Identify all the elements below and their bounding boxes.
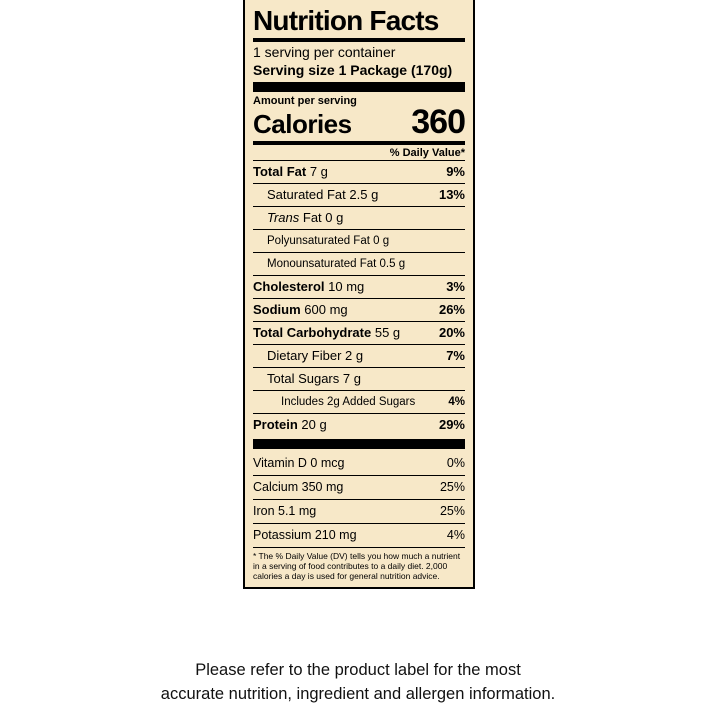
nutrient-label-monounsaturated-fat: Monounsaturated Fat (267, 258, 377, 270)
nutrient-name-protein (253, 417, 433, 433)
nutrient-dv-total-fat: 9% (446, 164, 465, 179)
nutrient-row-dietary-fiber (253, 344, 465, 367)
divider-thick-bottom (253, 439, 465, 449)
nutrient-amount-protein: 20 g (301, 417, 327, 432)
nutrient-label-protein: Protein (253, 417, 298, 432)
divider-under-title (253, 38, 465, 42)
nutrient-amount-trans-fat: Fat 0 g (302, 210, 344, 225)
nutrition-facts-label (243, 0, 475, 589)
vitamin-name-calcium: Calcium 350 mg (253, 480, 344, 494)
nutrient-dv-dietary-fiber: 7% (446, 348, 465, 363)
nutrient-label-cholesterol: Cholesterol (253, 279, 325, 294)
nutrient-dv-saturated-fat: 13% (438, 187, 465, 202)
nutrient-row-total-sugars (253, 367, 465, 390)
disclaimer-line-1: Please refer to the product label for the most (195, 661, 521, 679)
disclaimer-caption (0, 658, 716, 706)
nutrient-label-trans: Trans (267, 210, 300, 225)
serving-size: Serving size 1 Package (170g) (253, 62, 453, 78)
vitamin-dv-potassium: 4% (446, 528, 465, 542)
divider-thick-top (253, 82, 465, 92)
nutrient-row-total-carbohydrate (253, 321, 465, 344)
nutrient-name-cholesterol (253, 279, 440, 295)
vitamin-name-potassium: Potassium 210 mg (253, 528, 357, 542)
nutrient-name-total-carbohydrate (253, 325, 433, 341)
nutrient-amount-dietary-fiber: 2 g (345, 348, 364, 363)
vitamin-row-calcium (253, 475, 465, 499)
servings-per-container: 1 serving per container (253, 44, 396, 60)
nutrient-name-polyunsaturated-fat (267, 233, 459, 249)
nutrient-name-trans-fat (267, 210, 459, 226)
nutrient-amount-total-sugars: 7 g (342, 371, 361, 386)
nutrient-row-added-sugars (253, 390, 465, 413)
vitamin-row-vitamin-d (253, 452, 465, 475)
nutrient-dv-added-sugars: 4% (448, 396, 465, 408)
nutrient-dv-cholesterol: 3% (446, 279, 465, 294)
amount-per-serving-label: Amount per serving (253, 95, 357, 107)
daily-value-footnote: * The % Daily Value (DV) tells you how much a nutrient in a serving of food contributes to a daily diet. 2,000 calories a day is used for general nutrition advice. (253, 547, 465, 581)
nutrient-row-saturated-fat (253, 183, 465, 206)
nutrient-label-total-fat: Total Fat (253, 164, 307, 179)
nutrient-row-polyunsaturated-fat (253, 229, 465, 252)
disclaimer-line-2: accurate nutrition, ingredient and allergen information. (160, 685, 556, 703)
nutrient-dv-protein: 29% (438, 417, 465, 432)
divider-under-calories (253, 141, 465, 145)
nutrient-row-cholesterol (253, 275, 465, 298)
nutrient-label-total-carbohydrate: Total Carbohydrate (253, 325, 372, 340)
nutrient-row-trans-fat (253, 206, 465, 229)
nutrient-label-total-sugars: Total Sugars (267, 371, 340, 386)
nutrient-dv-total-carbohydrate: 20% (438, 325, 465, 340)
nutrient-amount-monounsaturated-fat: 0.5 g (379, 258, 406, 270)
nutrient-amount-cholesterol: 10 mg (328, 279, 365, 294)
nutrient-name-total-sugars (267, 371, 459, 387)
nutrient-row-sodium (253, 298, 465, 321)
daily-value-header: % Daily Value* (389, 147, 465, 159)
nutrient-name-monounsaturated-fat (267, 256, 459, 272)
vitamin-dv-iron: 25% (439, 504, 465, 518)
nutrient-name-saturated-fat (267, 187, 433, 203)
nutrient-label-saturated-fat: Saturated Fat (267, 187, 346, 202)
nutrient-label-polyunsaturated-fat: Polyunsaturated Fat (267, 235, 370, 247)
nutrient-amount-total-fat: 7 g (309, 164, 328, 179)
vitamin-row-iron (253, 499, 465, 523)
nutrient-row-monounsaturated-fat (253, 252, 465, 275)
nutrient-amount-saturated-fat: 2.5 g (349, 187, 379, 202)
nutrient-amount-sodium: 600 mg (304, 302, 348, 317)
nutrient-label-dietary-fiber: Dietary Fiber (267, 348, 342, 363)
nutrient-row-protein (253, 413, 465, 436)
vitamin-dv-calcium: 25% (439, 480, 465, 494)
nutrient-label-sodium: Sodium (253, 302, 301, 317)
nutrient-dv-sodium: 26% (438, 302, 465, 317)
calories-row (253, 105, 465, 139)
nutrient-name-total-fat (253, 164, 440, 180)
vitamin-row-potassium (253, 523, 465, 547)
nutrient-amount-polyunsaturated-fat: 0 g (373, 235, 390, 247)
calories-value: 360 (411, 103, 465, 141)
vitamin-dv-vitamin-d: 0% (446, 456, 465, 470)
label-title: Nutrition Facts (253, 5, 439, 36)
nutrient-name-sodium (253, 302, 433, 318)
nutrient-name-dietary-fiber (267, 348, 440, 364)
nutrient-amount-total-carbohydrate: 55 g (374, 325, 401, 340)
vitamin-name-vitamin-d: Vitamin D 0 mcg (253, 456, 345, 470)
nutrient-row-total-fat (253, 160, 465, 183)
calories-label: Calories (253, 109, 352, 139)
vitamin-name-iron: Iron 5.1 mg (253, 504, 317, 518)
nutrient-name-added-sugars: Includes 2g Added Sugars (281, 396, 416, 408)
